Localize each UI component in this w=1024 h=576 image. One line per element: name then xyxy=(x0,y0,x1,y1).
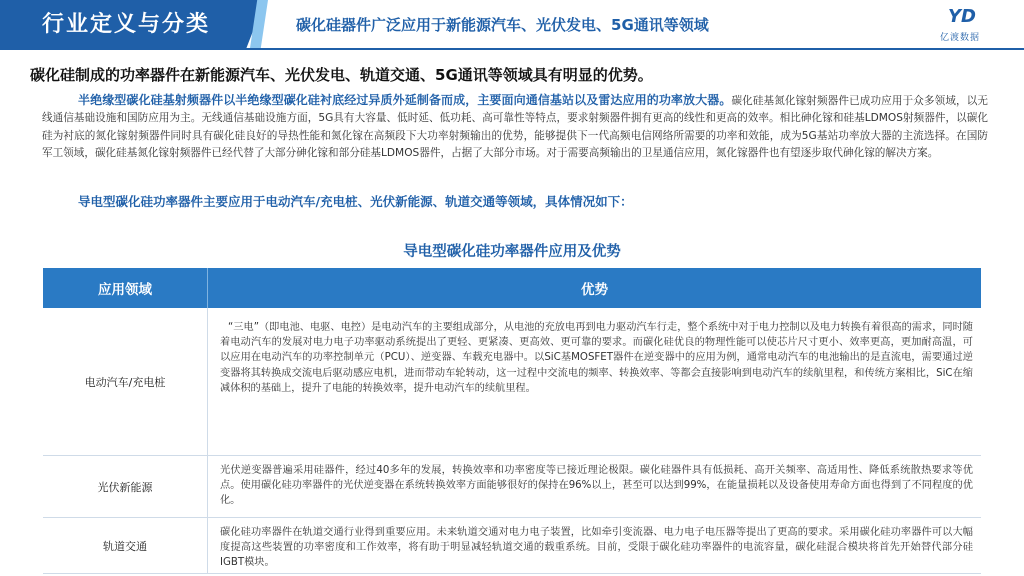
table-row xyxy=(43,456,981,518)
intro-body: 碳化硅基氮化镓射频器件已成功应用于众多领域，以无线通信基础设施和国防应用为主。无线通信基础设施方面，5G具有大容量、低时延、低功耗、高可靠性等特点，要求射频器件拥有更高的线性和更高的效率。相比砷化镓和硅基LDMOS射频器件，以碳化硅为衬底的氮化镓射频器件同时具有碳化硅良好的导热性能和氮化镓在高频段下大功率射频输出的优势，能够提供下一代高频电信网络所需要的功率和效能，成为5G基站功率放大器的主流选择。在国防军工领域，碳化硅基氮化镓射频器件已经代替了大部分砷化镓和部分硅基LDMOS器件，占据了大部分市场。对于需要高频输出的卫星通信应用，氮化镓器件也有望逐步取代砷化镓的解决方案。 xyxy=(42,95,988,160)
intro-lead: 半绝缘型碳化硅基射频器件以半绝缘型碳化硅衬底经过异质外延制备而成，主要面向通信基站以及雷达应用的功率放大器。 xyxy=(78,93,732,107)
row-advantage: “三电”（即电池、电驱、电控）是电动汽车的主要组成部分，从电池的充放电再到电力驱动汽车行走，整个系统中对于电力控制以及电力转换有着很高的需求，同时随着电动汽车的发展对电力电子功率驱动系统提出了更轻、更紧凑、更高效、更可靠的要求。而碳化硅优良的物理性能可以使芯片尺寸更小、效率更高，更加耐高温，可以应用在电动汽车的功率控制单元（PCU）、逆变器、车载充电器中。以SiC基MOSFET器件在逆变器中的应用为例，通常电动汽车的电池输出的是直流电，需要通过逆变器将其转换成交流电后驱动感应电机，进而带动车轮转动，这一过程中交流电的频率、转换效率、等都会直接影响到电动汽车的续航里程，和传统方案相比，SiC在缩减体积的基础上，提升了电能的转换效率，提升电动汽车的续航里程。 xyxy=(207,308,981,455)
row-field: 电动汽车/充电桩 xyxy=(43,308,207,455)
page-subtitle: 碳化硅器件广泛应用于新能源汽车、光伏发电、5G通讯等领域 xyxy=(296,16,709,34)
logo-mark-icon: YD xyxy=(948,6,976,27)
row-field: 轨道交通 xyxy=(43,518,207,573)
company-logo xyxy=(936,6,992,44)
header-divider xyxy=(0,48,1024,50)
table-row xyxy=(43,518,981,574)
row-advantage: 光伏逆变器普遍采用硅器件，经过40多年的发展，转换效率和功率密度等已接近理论极限。碳化硅器件具有低损耗、高开关频率、高适用性、降低系统散热要求等优点。使用碳化硅功率器件的光伏逆变器在系统转换效率方面能够很好的保持在96%以上，甚至可以达到99%，在能量损耗以及设备使用寿命方面也得到了不同程度的优化。 xyxy=(207,456,981,517)
table-header xyxy=(43,268,981,308)
sub-heading: 导电型碳化硅功率器件主要应用于电动汽车/充电桩、光伏新能源、轨道交通等领域，具体情况如下： xyxy=(78,194,633,209)
page-title: 行业定义与分类 xyxy=(42,12,211,37)
row-advantage: 碳化硅功率器件在轨道交通行业得到重要应用。未来轨道交通对电力电子装置，比如牵引变流器、电力电子电压器等提出了更高的要求。采用碳化硅功率器件可以大幅度提高这些装置的功率密度和工作效率，将有助于明显减轻轨道交通的载重系统。目前，受限于碳化硅功率器件的电流容量，碳化硅混合模块将首先开始替代部分硅IGBT模块。 xyxy=(207,518,981,573)
table-row xyxy=(43,308,981,456)
header-advantage: 优势 xyxy=(207,268,981,308)
application-table xyxy=(43,268,981,574)
headline: 碳化硅制成的功率器件在新能源汽车、光伏发电、轨道交通、5G通讯等领域具有明显的优势。 xyxy=(30,66,653,84)
table-title: 导电型碳化硅功率器件应用及优势 xyxy=(403,244,621,260)
row-field: 光伏新能源 xyxy=(43,456,207,517)
header-field: 应用领域 xyxy=(98,282,152,298)
intro-paragraph xyxy=(42,92,988,163)
header-bar xyxy=(0,0,1024,48)
logo-text: 亿渡数据 xyxy=(940,33,981,43)
